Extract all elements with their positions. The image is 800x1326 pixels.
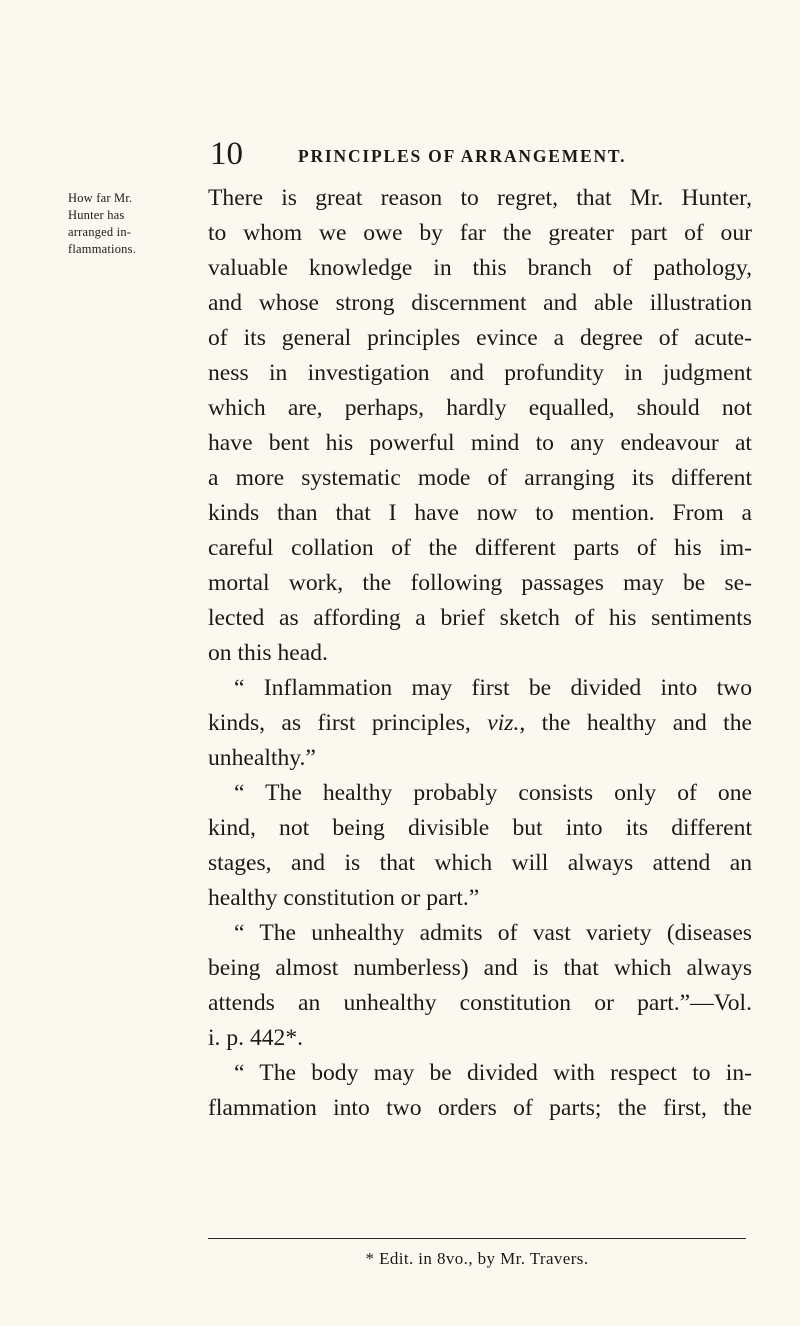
- body-line: “ The body may be divided with respect to in-: [234, 1060, 752, 1086]
- body-line: being almost numberless) and is that which always: [208, 955, 752, 981]
- marginal-note-line: How far Mr.: [68, 191, 133, 205]
- body-line: have bent his powerful mind to any endeavour at: [208, 430, 752, 456]
- body-line-part: kinds, as first principles,: [208, 710, 471, 736]
- body-line: kinds than that I have now to mention. From a: [208, 500, 752, 526]
- body-line: “ The unhealthy admits of vast variety (diseases: [234, 920, 752, 946]
- body-line: a more systematic mode of arranging its different: [208, 465, 752, 491]
- body-line: “ The healthy probably consists only of one: [234, 780, 752, 806]
- marginal-note-line: Hunter has: [68, 208, 125, 222]
- body-line-with-italic: [208, 706, 752, 741]
- running-head-title: PRINCIPLES OF ARRANGEMENT.: [298, 146, 627, 166]
- body-line: and whose strong discernment and able illustration: [208, 290, 752, 316]
- body-line: healthy constitution or part.”: [208, 885, 480, 911]
- body-line: lected as affording a brief sketch of his sentiments: [208, 605, 752, 631]
- body-line: unhealthy.”: [208, 745, 316, 771]
- body-line: attends an unhealthy constitution or part.”—Vol.: [208, 990, 752, 1016]
- body-line: mortal work, the following passages may be se-: [208, 570, 752, 596]
- body-line-part: , the healthy and the: [519, 710, 752, 736]
- body-line: careful collation of the different parts of his im-: [208, 535, 752, 561]
- body-text: [208, 181, 752, 1126]
- body-line: valuable knowledge in this branch of pathology,: [208, 255, 752, 281]
- body-line: flammation into two orders of parts; the first, the: [208, 1095, 752, 1121]
- marginal-note-line: arranged in-: [68, 225, 132, 239]
- body-line: “ Inflammation may first be divided into two: [234, 675, 752, 701]
- body-line: There is great reason to regret, that Mr. Hunter,: [208, 185, 752, 211]
- body-line: which are, perhaps, hardly equalled, should not: [208, 395, 752, 421]
- body-line: of its general principles evince a degree of acute-: [208, 325, 752, 351]
- footnote-rule: [208, 1238, 746, 1239]
- footnote: * Edit. in 8vo., by Mr. Travers.: [365, 1249, 589, 1268]
- page-number: 10: [210, 136, 243, 172]
- body-line: i. p. 442*.: [208, 1025, 304, 1051]
- body-line: kind, not being divisible but into its different: [208, 815, 752, 841]
- running-head: [210, 136, 770, 176]
- body-line: ness in investigation and profundity in judgment: [208, 360, 752, 386]
- body-line: stages, and is that which will always attend an: [208, 850, 752, 876]
- body-line: on this head.: [208, 640, 328, 666]
- body-line: to whom we owe by far the greater part of our: [208, 220, 752, 246]
- marginal-note-line: flammations.: [68, 242, 137, 256]
- marginal-note: [68, 190, 146, 258]
- italic-viz: viz.: [487, 710, 520, 736]
